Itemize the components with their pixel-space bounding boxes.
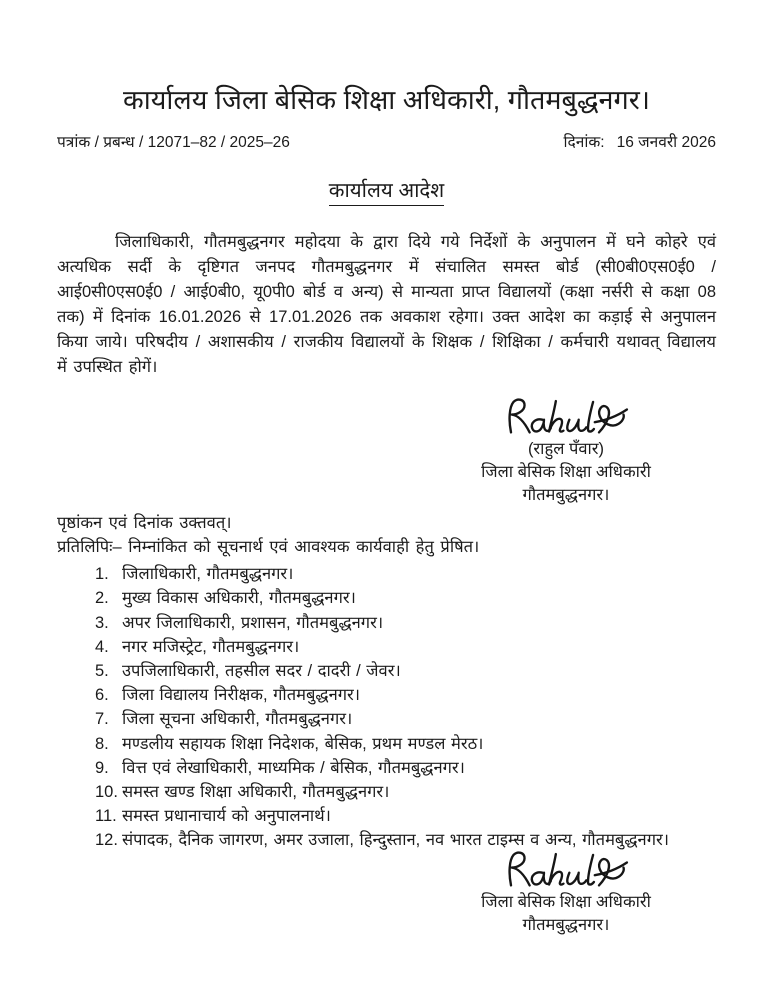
item-text: जिला सूचना अधिकारी, गौतमबुद्धनगर। bbox=[122, 710, 353, 729]
order-heading-wrap bbox=[57, 176, 716, 206]
list-item bbox=[95, 707, 716, 731]
signer-designation: जिला बेसिक शिक्षा अधिकारी bbox=[481, 463, 651, 482]
item-text: वित्त एवं लेखाधिकारी, माध्यमिक / बेसिक, गौतमबुद्धनगर। bbox=[122, 758, 465, 777]
list-item bbox=[95, 780, 716, 804]
endorsement-line: पृष्ठांकन एवं दिनांक उक्तवत्। bbox=[57, 514, 232, 533]
item-number: 5. bbox=[95, 662, 109, 681]
signature-block-top bbox=[416, 396, 716, 507]
item-number: 2. bbox=[95, 589, 109, 608]
list-item bbox=[95, 804, 716, 828]
reference-row bbox=[57, 130, 716, 152]
list-item bbox=[95, 635, 716, 659]
item-text: समस्त प्रधानाचार्य को अनुपालनार्थ। bbox=[122, 807, 331, 826]
letter-reference-number: पत्रांक / प्रबन्ध / 12071–82 / 2025–26 bbox=[57, 133, 290, 151]
list-item bbox=[95, 611, 716, 635]
item-number: 3. bbox=[95, 613, 109, 632]
date-value: 16 जनवरी 2026 bbox=[616, 133, 716, 151]
item-text: अपर जिलाधिकारी, प्रशासन, गौतमबुद्धनगर। bbox=[122, 613, 384, 632]
list-item bbox=[95, 756, 716, 780]
order-heading: कार्यालय आदेश bbox=[329, 176, 445, 206]
signer-place: गौतमबुद्धनगर। bbox=[522, 915, 610, 934]
item-text: मुख्य विकास अधिकारी, गौतमबुद्धनगर। bbox=[122, 589, 356, 608]
item-number: 7. bbox=[95, 710, 109, 729]
item-text: जिला विद्यालय निरीक्षक, गौतमबुद्धनगर। bbox=[122, 686, 361, 705]
order-body-paragraph: जिलाधिकारी, गौतमबुद्धनगर महोदया के द्वारा दिये गये निर्देशों के अनुपालन में घने कोहरे एवं अत्यधिक सर्दी के दृष्टिगत जनपद गौतमबुद्धनगर में संचालित समस्त बोर्ड (सी0बी0एस0ई0 / आई0सी0एस0ई0 / आई0बी0, यू0पी0 बोर्ड व अन्य) से मान्यता प्राप्त विद्यालयों (कक्षा नर्सरी से कक्षा 08 तक) में दिनांक 16.01.2026 से 17.01.2026 तक अवकाश रहेगा। उक्त आदेश का कड़ाई से अनुपालन किया जाये। परिषदीय / अशासकीय / राजकीय विद्यालयों के शिक्षक / शिक्षिका / कर्मचारी यथावत् विद्यालय में उपस्थित होगें। bbox=[57, 232, 716, 376]
item-text: समस्त खण्ड शिक्षा अधिकारी, गौतमबुद्धनगर। bbox=[122, 783, 390, 802]
date-label: दिनांक: bbox=[563, 133, 605, 151]
item-text: नगर मजिस्ट्रेट, गौतमबुद्धनगर। bbox=[122, 637, 300, 656]
item-number: 1. bbox=[95, 565, 109, 584]
list-item bbox=[95, 732, 716, 756]
list-item bbox=[95, 586, 716, 610]
signature-block-bottom bbox=[416, 849, 716, 937]
item-number: 9. bbox=[95, 758, 109, 777]
item-text: संपादक, दैनिक जागरण, अमर उजाला, हिन्दुस्तान, नव भारत टाइम्स व अन्य, गौतमबुद्धनगर। bbox=[122, 831, 669, 850]
item-number: 6. bbox=[95, 686, 109, 705]
signer-designation: जिला बेसिक शिक्षा अधिकारी bbox=[481, 892, 651, 911]
item-number: 11. bbox=[95, 807, 117, 826]
letter-date bbox=[564, 130, 717, 152]
list-item bbox=[95, 659, 716, 683]
signer-place: गौतमबुद्धनगर। bbox=[522, 486, 610, 505]
copy-distribution-line: प्रतिलिपिः– निम्नांकित को सूचनार्थ एवं आवश्यक कार्यवाही हेतु प्रेषित। bbox=[57, 538, 480, 557]
list-item bbox=[95, 828, 716, 852]
item-number: 4. bbox=[95, 637, 109, 656]
list-item bbox=[95, 562, 716, 586]
handwritten-signature-icon bbox=[497, 849, 635, 893]
signer-name: (राहुल पँवार) bbox=[527, 440, 605, 459]
item-text: मण्डलीय सहायक शिक्षा निदेशक, बेसिक, प्रथम मण्डल मेरठ। bbox=[122, 734, 484, 753]
recipient-list bbox=[57, 562, 716, 852]
handwritten-signature-icon bbox=[501, 396, 631, 440]
list-item bbox=[95, 683, 716, 707]
item-text: जिलाधिकारी, गौतमबुद्धनगर। bbox=[122, 565, 294, 584]
item-number: 12. bbox=[95, 831, 118, 850]
item-number: 8. bbox=[95, 734, 109, 753]
item-number: 10. bbox=[95, 783, 118, 802]
office-letterhead-title: कार्यालय जिला बेसिक शिक्षा अधिकारी, गौतमबुद्धनगर। bbox=[123, 85, 650, 115]
item-text: उपजिलाधिकारी, तहसील सदर / दादरी / जेवर। bbox=[122, 662, 401, 681]
